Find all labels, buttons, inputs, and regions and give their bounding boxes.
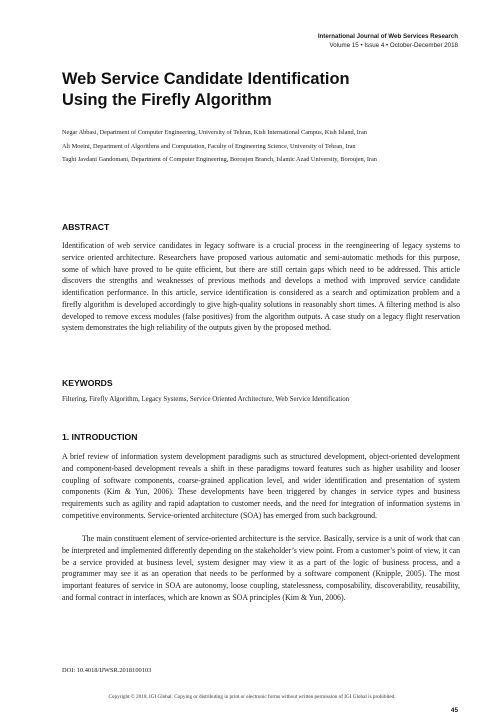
- keywords-heading: KEYWORDS: [62, 378, 113, 388]
- journal-name: International Journal of Web Services Research: [317, 33, 458, 40]
- author-affiliation: Negar Abbasi, Department of Computer Engineering, University of Tehran, Kish International Campus, Kish Island, Iran: [62, 129, 367, 136]
- article-title: [62, 69, 462, 111]
- author-affiliation: Ali Moeini, Department of Algorithms and Computation, Faculty of Engineering Science, University of Tehran, Iran: [62, 142, 356, 150]
- keywords-text: Filtering, Firefly Algorithm, Legacy Systems, Service Oriented Architecture, Web Service Identification: [62, 396, 350, 403]
- abstract-text: Identification of web service candidates in legacy software is a crucial process in the reengineering of legacy systems to service oriented architecture. Researchers have proposed various automatic and semi-automatic methods for this purpose, some of which have proved to be quite efficient, but there are still certain gaps which need to be addressed. This article discovers the strengths and weaknesses of previous methods and develops a method with improved service candidate identification performance. In this article, service identification is considered as a search and optimization problem and a firefly algorithm is developed accordingly to give high-quality solutions in reasonably short times. A filtering method is also developed to remove excess modules (false positives) from the algorithm outputs. A case study on a legacy flight reservation system demonstrates the high reliability of the outputs given by the proposed method.: [62, 241, 460, 333]
- page-number: 45: [450, 707, 458, 714]
- copyright-notice: Copyright © 2018, IGI Global. Copying or distributing in print or electronic forms without written permission of IGI Global is prohibited.: [108, 694, 396, 700]
- title-line-2: Using the Firefly Algorithm: [62, 91, 272, 109]
- abstract-heading: ABSTRACT: [62, 222, 110, 232]
- introduction-paragraph-2-text: The main constituent element of service-oriented architecture is the service. Basically, service is a unit of work that can be interpreted and implemented differently depending on the stakeholder’s view point. From a customer’s point of view, it can be a service provided at business level, system designer may view it as a part of the logic of business process, and a programmer may see it as an operation that needs to be performed by a software component (Knipple, 2005). The most important features of service in SOA are autonomy, loose coupling, statelessness, composability, discoverability, reusability, and formal contract in interfaces, which are known as SOA principles (Kim & Yun, 2006).: [62, 534, 460, 602]
- introduction-heading: 1. INTRODUCTION: [62, 432, 138, 442]
- introduction-paragraph-1: A brief review of information system development paradigms such as structured development, object-oriented development and component-based development reveals a shift in these paradigms toward features such as higher usability and looser coupling of software components, coarse-grained application level, and wider identification and presentation of system components (Kim & Yun, 2006). These developments have been triggered by changes in service types and business requirements such as agility and rapid adaptation to customer needs, and the need for integration of information systems in competitive environments. Service-oriented architecture (SOA) has emerged from such background.: [62, 452, 460, 520]
- author-affiliation: Taghi Javdani Gandomani, Department of Computer Engineering, Boroujen Branch, Islamic Azad University, Boroujen, Iran: [62, 156, 377, 163]
- title-line-1: Web Service Candidate Identification: [62, 70, 350, 88]
- issue-info: Volume 15 • Issue 4 • October-December 2018: [329, 42, 458, 49]
- author-list: [62, 126, 462, 167]
- journal-header: [318, 32, 458, 50]
- introduction-paragraph-2: [62, 533, 460, 604]
- doi: DOI: 10.4018/IJWSR.2018100103: [62, 667, 152, 674]
